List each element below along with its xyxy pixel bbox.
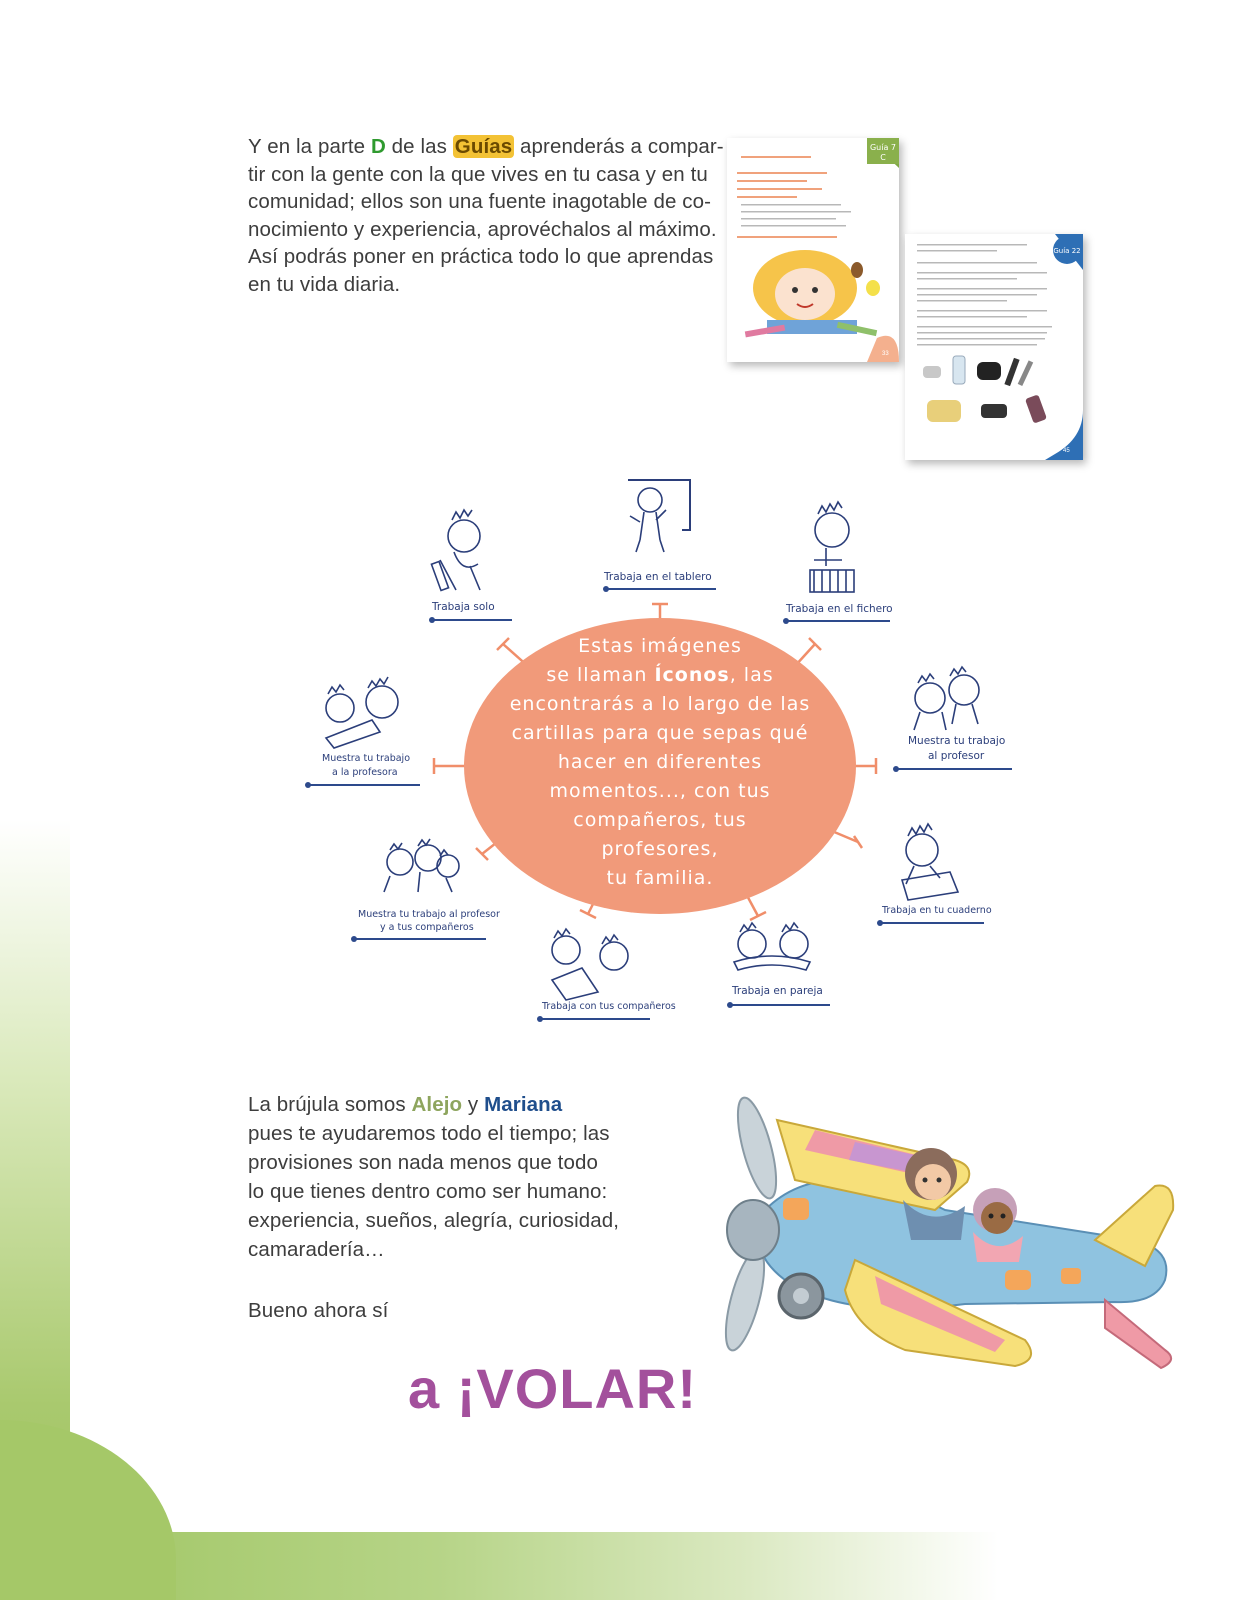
- label-cuaderno: Trabaja en tu cuaderno: [882, 905, 992, 916]
- airplane-illustration: [705, 1090, 1185, 1440]
- underline-cuaderno: [880, 922, 984, 924]
- companeros-profesor-icon: [384, 839, 459, 892]
- cuaderno-icon: [902, 824, 958, 900]
- label-profesor-1: Muestra tu trabajo: [908, 735, 1006, 747]
- label-pareja: Trabaja en pareja: [732, 985, 823, 997]
- underline-fichero: [786, 620, 890, 622]
- guide1-badge-letter: C: [880, 153, 886, 162]
- label-profesor-2: al profesor: [928, 750, 985, 762]
- outro-line-1: La brújula somos Alejo y Mariana: [248, 1093, 563, 1116]
- intro-line-6: en tu vida diaria.: [248, 272, 401, 296]
- solo-icon: [431, 510, 480, 591]
- label-fichero: Trabaja en el fichero: [786, 603, 893, 615]
- tablero-icon: [628, 480, 690, 552]
- intro-line-5: Así podrás poner en práctica todo lo que aprendas: [248, 245, 714, 268]
- guide2-page: 45: [1063, 448, 1070, 454]
- outro-line-4: lo que tienes dentro como ser humano:: [248, 1180, 608, 1203]
- keyword-iconos: Íconos: [654, 664, 730, 686]
- guide1-page: 33: [882, 351, 889, 357]
- keyword-d: D: [370, 135, 386, 158]
- underline-solo: [432, 619, 512, 621]
- fichero-icon: [810, 502, 854, 592]
- intro-line-1: Y en la parte D de las Guías aprenderás a compar-: [248, 135, 724, 158]
- outro-line-6: camaradería…: [248, 1238, 385, 1261]
- closing-text: Bueno ahora sí: [248, 1299, 389, 1322]
- keyword-guias: Guías: [454, 135, 513, 158]
- diagram-center-text: Estas imágenes se llaman Íconos, las encontrarás a lo largo de las cartillas para que sepas qué hacer en diferentes momentos..., con tus compañeros, tus profesores, tu familia.: [509, 635, 811, 889]
- keyword-mariana: Mariana: [484, 1093, 563, 1116]
- label-profesora-1: Muestra tu trabajo: [322, 753, 411, 764]
- outro-line-2: pues te ayudaremos todo el tiempo; las: [248, 1122, 610, 1145]
- label-profesora-2: a la profesora: [332, 767, 398, 778]
- underline-companeros-prof: [354, 938, 486, 940]
- label-companeros-prof-1: Muestra tu trabajo al profesor: [358, 909, 500, 920]
- pareja-icon: [734, 923, 810, 970]
- green-bottom-band: [0, 1532, 1248, 1600]
- companeros-icon: [552, 929, 628, 1000]
- volar-heading: a ¡VOLAR!: [408, 1357, 697, 1420]
- underline-companeros: [540, 1018, 650, 1020]
- underline-pareja: [730, 1004, 830, 1006]
- underline-profesor: [896, 768, 1012, 770]
- label-solo: Trabaja solo: [432, 601, 495, 613]
- intro-line-2: tir con la gente con la que vives en tu casa y en tu: [248, 162, 708, 186]
- outro-line-5: experiencia, sueños, alegría, curiosidad,: [248, 1209, 620, 1232]
- outro-line-3: provisiones son nada menos que todo: [248, 1151, 598, 1174]
- profesor-icon: [914, 667, 979, 730]
- outro-paragraph: [248, 1090, 619, 1264]
- guide2-badge: Guía 22: [1053, 247, 1081, 255]
- guide1-badge: Guía 7: [869, 143, 897, 152]
- keyword-alejo: Alejo: [411, 1093, 463, 1116]
- underline-tablero: [606, 588, 716, 590]
- underline-profesora: [308, 784, 420, 786]
- label-companeros: Trabaja con tus compañeros: [542, 1001, 676, 1012]
- label-tablero: Trabaja en el tablero: [604, 571, 712, 583]
- intro-line-4: nocimiento y experiencia, aprovéchalos al máximo.: [248, 217, 717, 241]
- profesora-icon: [326, 677, 398, 748]
- intro-line-3: comunidad; ellos son una fuente inagotable de co-: [248, 190, 712, 213]
- green-corner-shape: [0, 1420, 176, 1600]
- label-companeros-prof-2: y a tus compañeros: [380, 922, 474, 933]
